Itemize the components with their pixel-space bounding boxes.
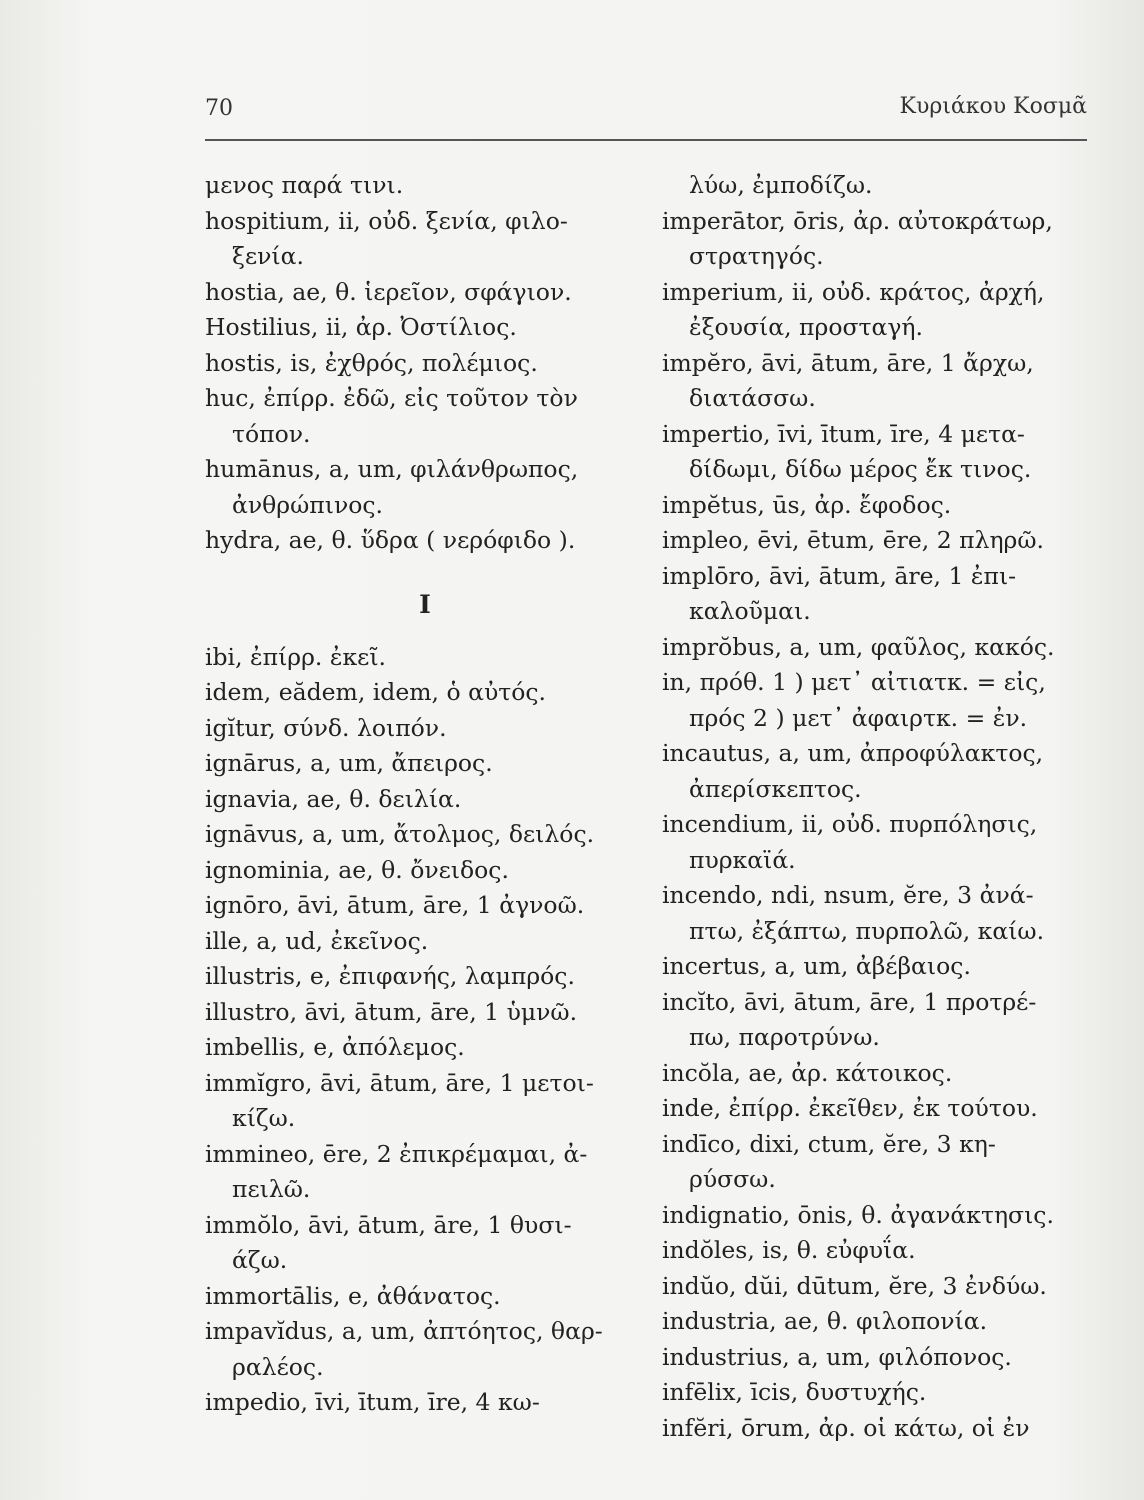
dictionary-line: immĭgro, āvi, ātum, āre, 1 μετοι- [205, 1068, 594, 1097]
dictionary-line: imprŏbus, a, um, φαῦλος, κακός. [662, 632, 1055, 661]
dictionary-line: πυρκαϊά. [689, 845, 796, 874]
dictionary-line: ραλέος. [232, 1352, 324, 1381]
dictionary-line: industria, ae, θ. φιλοπονία. [662, 1307, 988, 1335]
dictionary-line: impleo, ēvi, ētum, ēre, 2 πληρῶ. [662, 526, 1044, 554]
section-letter: I [419, 589, 431, 619]
dictionary-line: impĕro, āvi, ātum, āre, 1 ἄρχω, [662, 348, 1034, 377]
dictionary-line: imbellis, e, ἀπόλεμος. [205, 1033, 465, 1061]
dictionary-line: ignominia, ae, θ. ὄνειδος. [205, 855, 509, 884]
left-column [205, 168, 645, 1421]
dictionary-line: καλοῦμαι. [689, 597, 811, 625]
dictionary-line: πω, παροτρύνω. [689, 1023, 880, 1051]
dictionary-line: incĭto, āvi, ātum, āre, 1 προτρέ- [662, 987, 1037, 1016]
dictionary-line: illustro, āvi, ātum, āre, 1 ὑμνῶ. [205, 997, 578, 1026]
left-entries-after-section [205, 640, 645, 1421]
dictionary-line: illustris, e, ἐπιφανής, λαμπρός. [205, 962, 575, 990]
dictionary-line: imperium, ii, οὐδ. κράτος, ἀρχή, [662, 277, 1045, 306]
dictionary-line: ignāvus, a, um, ἄτολμος, δειλός. [205, 820, 595, 848]
dictionary-line: incŏla, ae, ἀρ. κάτοικος. [662, 1058, 953, 1087]
dictionary-line: Hostilius, ii, ἀρ. Ὀστίλιος. [205, 313, 517, 341]
dictionary-line: indīco, dixi, ctum, ĕre, 3 κη- [662, 1129, 996, 1158]
dictionary-line: igĭtur, σύνδ. λοιπόν. [205, 713, 447, 742]
dictionary-line: ξενία. [232, 242, 304, 270]
dictionary-line: industrius, a, um, φιλόπονος. [662, 1342, 1012, 1371]
dictionary-line: hydra, ae, θ. ὕδρα ( νερόφιδο ). [205, 526, 576, 554]
dictionary-line: indŏles, is, θ. εὐφυΐα. [662, 1236, 916, 1264]
dictionary-line: άζω. [232, 1246, 288, 1274]
dictionary-line: δίδωμι, δίδω μέρος ἔκ τινος. [689, 455, 1032, 483]
dictionary-line: incendium, ii, οὐδ. πυρπόλησις, [662, 810, 1038, 838]
dictionary-line: implōro, āvi, ātum, āre, 1 ἐπι- [662, 561, 1017, 590]
dictionary-line: huc, ἐπίρρ. ἐδῶ, εἰς τοῦτον τὸν [205, 384, 578, 412]
dictionary-line: impavĭdus, a, um, ἀπτόητος, θαρ- [205, 1317, 603, 1345]
dictionary-line: στρατηγός. [689, 242, 824, 270]
dictionary-line: ignōro, āvi, ātum, āre, 1 ἀγνοῶ. [205, 891, 585, 919]
dictionary-line: impertio, īvi, ītum, īre, 4 μετα- [662, 419, 1025, 448]
dictionary-line: ἀνθρώπινος. [232, 490, 384, 519]
dictionary-line: μενος παρά τινι. [205, 171, 404, 199]
dictionary-line: διατάσσω. [689, 384, 816, 412]
page-number: 70 [205, 96, 233, 121]
dictionary-line: incautus, a, um, ἀπροφύλακτος, [662, 739, 1044, 767]
page-header [205, 92, 1087, 132]
dictionary-line: imperātor, ōris, ἀρ. αὐτοκράτωρ, [662, 206, 1053, 235]
dictionary-line: πειλῶ. [232, 1175, 311, 1203]
header-rule [205, 139, 1087, 141]
dictionary-line: incertus, a, um, ἀβέβαιος. [662, 952, 971, 980]
dictionary-line: inde, ἐπίρρ. ἐκεῖθεν, ἐκ τούτου. [662, 1094, 1038, 1122]
dictionary-line: ignārus, a, um, ἄπειρος. [205, 749, 493, 777]
dictionary-line: hospitium, ii, οὐδ. ξενία, φιλο- [205, 206, 568, 235]
dictionary-line: immŏlo, āvi, ātum, āre, 1 θυσι- [205, 1210, 572, 1239]
dictionary-line: ἀπερίσκεπτος. [689, 774, 862, 803]
dictionary-line: humānus, a, um, φιλάνθρωπος, [205, 455, 579, 483]
dictionary-line: immortālis, e, ἀθάνατος. [205, 1281, 501, 1310]
dictionary-line: πρός 2 ) μετ᾽ ἀφαιρτκ. = ἐν. [689, 703, 1028, 732]
dictionary-line: hostia, ae, θ. ἱερεῖον, σφάγιον. [205, 277, 572, 306]
dictionary-line: infēlix, īcis, δυστυχής. [662, 1378, 927, 1406]
dictionary-line: immineo, ēre, 2 ἐπικρέμαμαι, ἀ- [205, 1139, 588, 1168]
dictionary-line: κίζω. [232, 1104, 296, 1132]
dictionary-line: idem, eădem, idem, ὁ αὐτός. [205, 678, 547, 706]
dictionary-line: indŭo, dŭi, dūtum, ĕre, 3 ἐνδύω. [662, 1271, 1047, 1300]
dictionary-line: impedio, īvi, ītum, īre, 4 κω- [205, 1388, 540, 1416]
dictionary-line: ibi, ἐπίρρ. ἐκεῖ. [205, 642, 387, 671]
dictionary-line: ille, a, ud, ἐκεῖνος. [205, 926, 429, 955]
dictionary-line: infĕri, ōrum, ἀρ. οἱ κάτω, οἱ ἐν [662, 1413, 1030, 1442]
running-head: Κυριάκου Κοσμᾶ [899, 94, 1087, 119]
dictionary-line: incendo, ndi, nsum, ĕre, 3 ἀνά- [662, 881, 1034, 909]
dictionary-line: in, πρόθ. 1 ) μετ᾽ αἰτιατκ. = εἰς, [662, 668, 1046, 696]
right-column [662, 168, 1102, 1446]
dictionary-line: ignavia, ae, θ. δειλία. [205, 784, 462, 813]
left-entries-before-section [205, 168, 645, 559]
dictionary-line: λύω, ἐμποδίζω. [689, 171, 873, 199]
dictionary-line: ρύσσω. [689, 1165, 776, 1193]
right-entries [662, 168, 1102, 1446]
dictionary-line: indignatio, ōnis, θ. ἀγανάκτησις. [662, 1200, 1054, 1229]
dictionary-line: ἐξουσία, προσταγή. [689, 313, 923, 341]
dictionary-line: hostis, is, ἐχθρός, πολέμιος. [205, 348, 538, 377]
dictionary-line: τόπον. [232, 419, 311, 448]
dictionary-line: πτω, ἐξάπτω, πυρπολῶ, καίω. [689, 916, 1045, 945]
dictionary-line: impĕtus, ūs, ἀρ. ἔφοδος. [662, 490, 952, 519]
